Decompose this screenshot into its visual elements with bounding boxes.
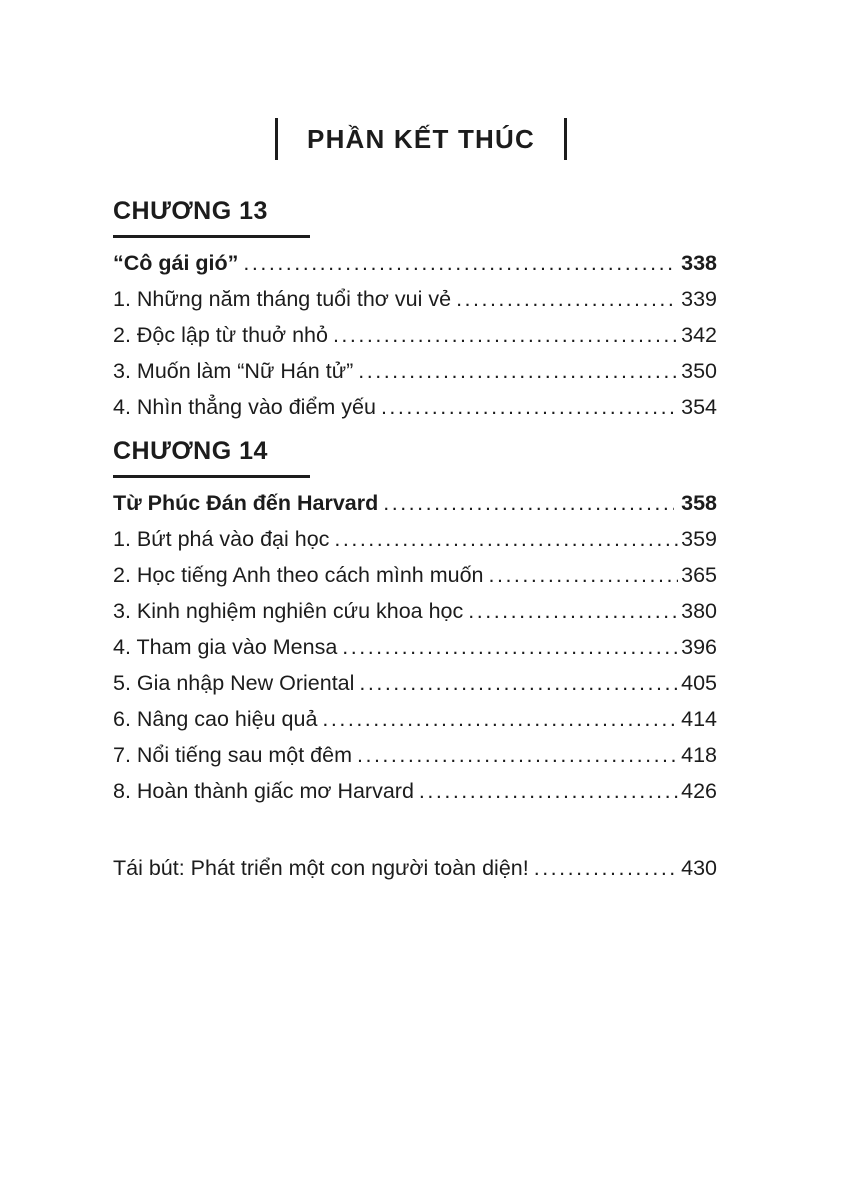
toc-entry xyxy=(113,317,717,353)
toc-entry-label: Từ Phúc Đán đến Harvard xyxy=(113,491,379,515)
toc-entry-page: 338 xyxy=(681,251,717,275)
toc-entry-label: 2. Học tiếng Anh theo cách mình muốn xyxy=(113,563,484,587)
toc-entry-page: 339 xyxy=(681,287,717,311)
toc-entry-label: 1. Những năm tháng tuổi thơ vui vẻ xyxy=(113,287,452,311)
chapter-13-section xyxy=(113,197,717,425)
chapter-14-heading: CHƯƠNG 14 xyxy=(113,437,310,478)
toc-entry-label: 3. Muốn làm “Nữ Hán tử” xyxy=(113,359,354,383)
toc-entry-page: 396 xyxy=(681,635,717,659)
toc-entry-label: 8. Hoàn thành giấc mơ Harvard xyxy=(113,779,414,803)
dot-leader xyxy=(342,629,678,665)
toc-entry-page: 418 xyxy=(681,743,717,767)
chapter-14-section xyxy=(113,437,717,809)
dot-leader xyxy=(489,557,679,593)
dot-leader xyxy=(383,485,674,521)
toc-entry-page: 342 xyxy=(681,323,717,347)
right-rule xyxy=(564,118,567,160)
toc-entry xyxy=(113,281,717,317)
toc-entry-chapter-14-title xyxy=(113,485,717,521)
toc-entry xyxy=(113,737,717,773)
toc-entry-page: 380 xyxy=(681,599,717,623)
toc-entry-page: 414 xyxy=(681,707,717,731)
toc-entry-label: 3. Kinh nghiệm nghiên cứu khoa học xyxy=(113,599,464,623)
toc-entry-page: 359 xyxy=(681,527,717,551)
toc-entry-postscript xyxy=(113,850,717,886)
toc-entry-page: 430 xyxy=(681,856,717,880)
toc-entry xyxy=(113,665,717,701)
dot-leader xyxy=(357,737,678,773)
dot-leader xyxy=(468,593,678,629)
toc-entry-label: 5. Gia nhập New Oriental xyxy=(113,671,355,695)
toc-entry-label: 4. Nhìn thẳng vào điểm yếu xyxy=(113,395,376,419)
dot-leader xyxy=(358,353,678,389)
toc-entry-label: 6. Nâng cao hiệu quả xyxy=(113,707,318,731)
part-title-block xyxy=(0,117,842,161)
toc-entry xyxy=(113,557,717,593)
dot-leader xyxy=(334,521,678,557)
toc-entry-chapter-13-title xyxy=(113,245,717,281)
toc-entry-page: 365 xyxy=(681,563,717,587)
chapter-13-heading: CHƯƠNG 13 xyxy=(113,197,310,238)
toc-entry xyxy=(113,353,717,389)
toc-entry xyxy=(113,701,717,737)
toc-entry-label: 1. Bứt phá vào đại học xyxy=(113,527,330,551)
dot-leader xyxy=(419,773,678,809)
toc-entry-label: 2. Độc lập từ thuở nhỏ xyxy=(113,323,328,347)
toc-entry-label: Tái bút: Phát triển một con người toàn diện! xyxy=(113,856,529,880)
dot-leader xyxy=(333,317,678,353)
toc-entry-label: 7. Nổi tiếng sau một đêm xyxy=(113,743,353,767)
left-rule xyxy=(275,118,278,160)
toc-entry xyxy=(113,773,717,809)
dot-leader xyxy=(381,389,678,425)
toc-entry xyxy=(113,593,717,629)
toc-entry xyxy=(113,629,717,665)
toc-entry-page: 405 xyxy=(681,671,717,695)
dot-leader xyxy=(456,281,678,317)
toc-entry xyxy=(113,521,717,557)
dot-leader xyxy=(322,701,678,737)
toc-entry-page: 426 xyxy=(681,779,717,803)
dot-leader xyxy=(534,850,674,886)
dot-leader xyxy=(359,665,678,701)
toc-entry-label: “Cô gái gió” xyxy=(113,251,239,275)
dot-leader xyxy=(243,245,674,281)
toc-entry-label: 4. Tham gia vào Mensa xyxy=(113,635,338,659)
toc-entry-page: 350 xyxy=(681,359,717,383)
toc-entry-page: 358 xyxy=(681,491,717,515)
toc-entry xyxy=(113,389,717,425)
toc-entry-page: 354 xyxy=(681,395,717,419)
part-title: PHẦN KẾT THÚC xyxy=(307,123,535,154)
